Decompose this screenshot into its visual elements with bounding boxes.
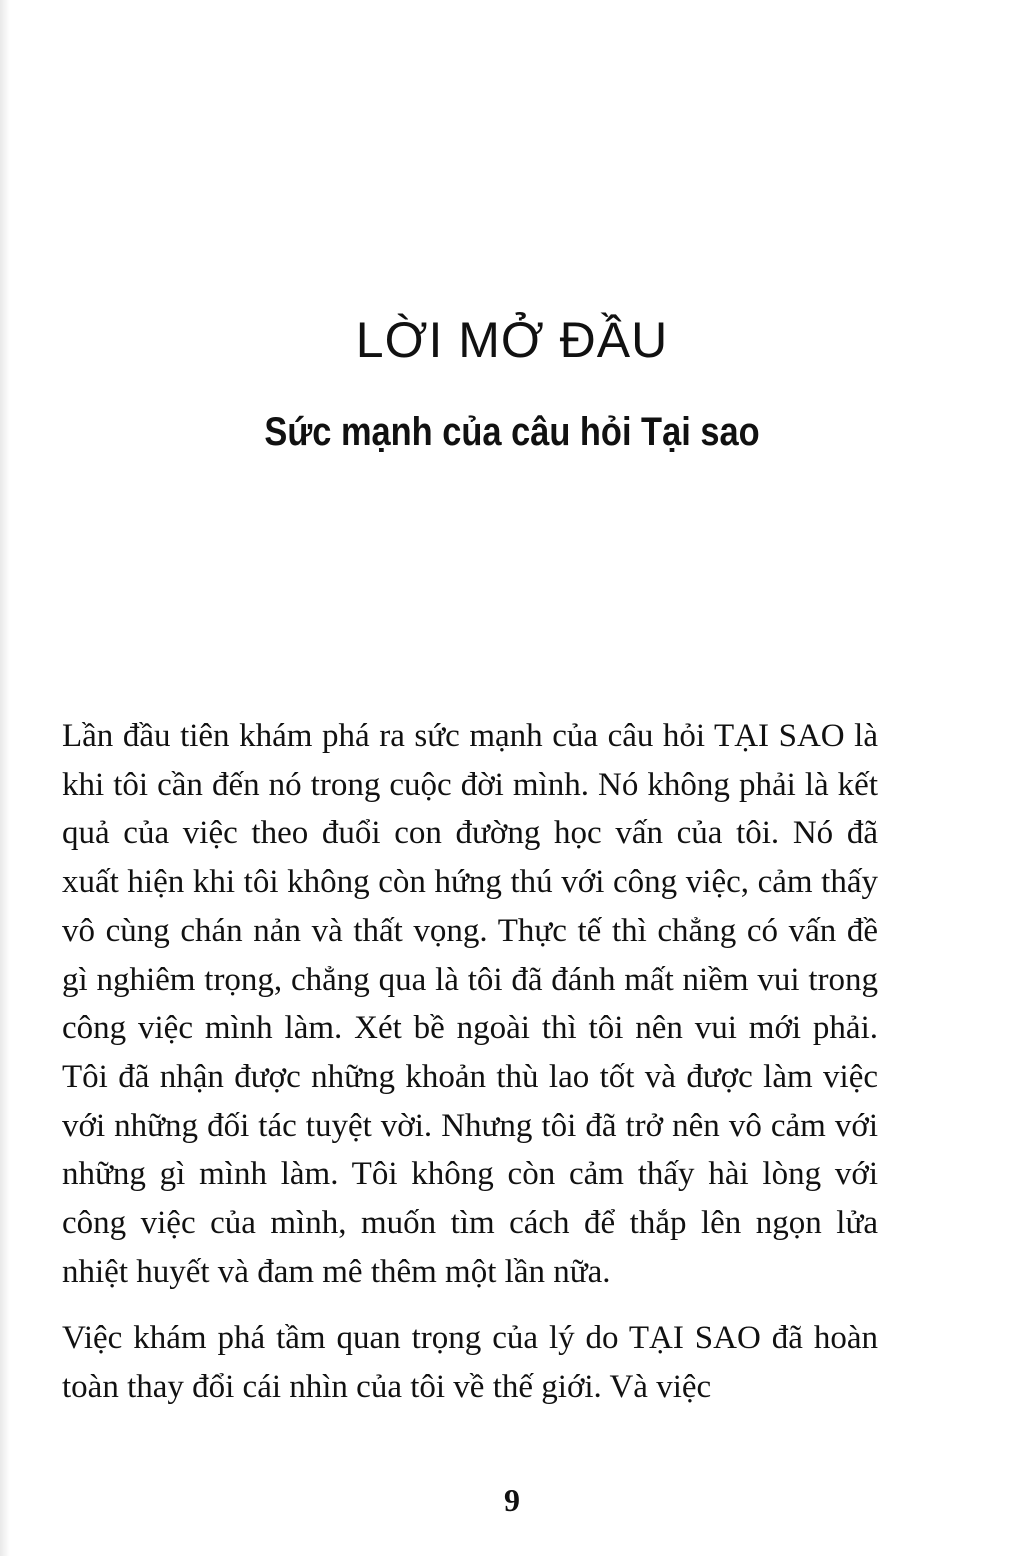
paragraph: Lần đầu tiên khám phá ra sức mạnh của câu hỏi TẠI SAO là khi tôi cần đến nó trong cuộc đời mình. Nó không phải là kết quả của việc theo đuổi con đường học vấn của tôi. Nó đã xuất hiện khi tôi không còn hứng thú với công việc, cảm thấy vô cùng chán nản và thất vọng. Thực tế thì chẳng có vấn đề gì nghiêm trọng, chẳng qua là tôi đã đánh mất niềm vui trong công việc mình làm. Xét bề ngoài thì tôi nên vui mới phải. Tôi đã nhận được những khoản thù lao tốt và được làm việc với những đối tác tuyệt vời. Nhưng tôi đã trở nên vô cảm với những gì mình làm. Tôi không còn cảm thấy hài lòng với công việc của mình, muốn tìm cách để thắp lên ngọn lửa nhiệt huyết và đam mê thêm một lần nữa.: [62, 718, 878, 1290]
chapter-title: LỜI MỞ ĐẦU: [355, 312, 669, 368]
page-number: 9: [504, 1482, 520, 1518]
paragraph: Việc khám phá tầm quan trọng của lý do TẠI SAO đã hoàn toàn thay đổi cái nhìn của tôi về thế giới. Và việc: [62, 1320, 878, 1406]
body-text: [62, 712, 878, 1412]
page-edge-shadow: [0, 0, 10, 1556]
chapter-subtitle: Sức mạnh của câu hỏi Tại sao: [264, 410, 760, 454]
